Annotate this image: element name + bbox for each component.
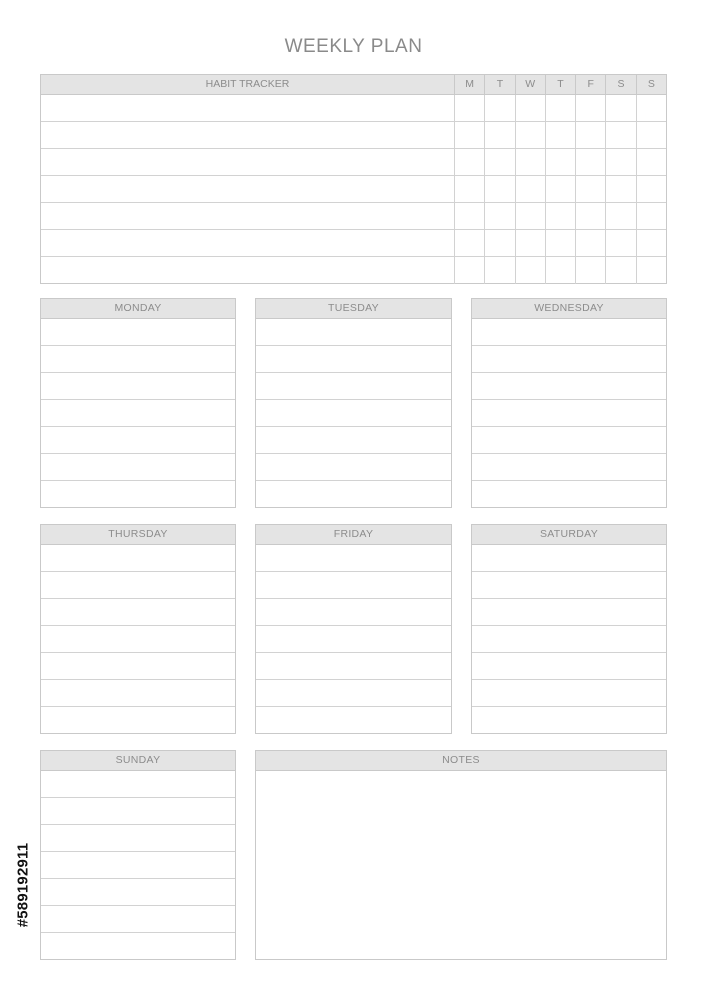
- habit-check-cell[interactable]: [546, 176, 576, 202]
- day-column-header: S: [606, 75, 636, 94]
- habit-check-cell[interactable]: [576, 176, 606, 202]
- writing-line[interactable]: [41, 825, 235, 852]
- writing-line[interactable]: [256, 680, 451, 707]
- writing-line[interactable]: [256, 481, 451, 508]
- day-header: WEDNESDAY: [472, 299, 666, 319]
- writing-line[interactable]: [256, 707, 451, 734]
- habit-row: [41, 230, 666, 257]
- writing-line[interactable]: [41, 400, 235, 427]
- day-column-header: F: [576, 75, 606, 94]
- saturday-box: [471, 524, 667, 734]
- notes-box: [255, 750, 667, 960]
- habit-check-cell[interactable]: [516, 230, 546, 256]
- habit-check-cell[interactable]: [637, 122, 666, 148]
- writing-line[interactable]: [41, 852, 235, 879]
- day-header: THURSDAY: [41, 525, 235, 545]
- habit-check-cell[interactable]: [455, 122, 485, 148]
- monday-box: [40, 298, 236, 508]
- habit-row: [41, 257, 666, 284]
- writing-line[interactable]: [472, 545, 666, 572]
- day-column-header: T: [485, 75, 515, 94]
- writing-line[interactable]: [472, 427, 666, 454]
- habit-row: [41, 149, 666, 176]
- habit-name-cell[interactable]: [41, 176, 455, 202]
- writing-line[interactable]: [41, 906, 235, 933]
- writing-line[interactable]: [41, 771, 235, 798]
- writing-line[interactable]: [41, 481, 235, 508]
- habit-name-cell[interactable]: [41, 149, 455, 175]
- habit-check-cell[interactable]: [485, 257, 515, 284]
- habit-check-cell[interactable]: [576, 203, 606, 229]
- day-header: MONDAY: [41, 299, 235, 319]
- habit-check-cell[interactable]: [576, 230, 606, 256]
- writing-line[interactable]: [256, 319, 451, 346]
- habit-check-cell[interactable]: [516, 122, 546, 148]
- page-title: WEEKLY PLAN: [284, 36, 423, 57]
- habit-name-cell[interactable]: [41, 203, 455, 229]
- habit-tracker-header: [41, 75, 666, 95]
- habit-check-cell[interactable]: [455, 203, 485, 229]
- habit-check-cell[interactable]: [455, 176, 485, 202]
- notes-header: NOTES: [256, 751, 666, 771]
- habit-check-cell[interactable]: [576, 122, 606, 148]
- habit-check-cell[interactable]: [576, 257, 606, 284]
- writing-line[interactable]: [256, 400, 451, 427]
- writing-line[interactable]: [41, 545, 235, 572]
- habit-check-cell[interactable]: [637, 95, 666, 121]
- thursday-box: [40, 524, 236, 734]
- writing-line[interactable]: [472, 572, 666, 599]
- friday-box: [255, 524, 452, 734]
- day-header: FRIDAY: [256, 525, 451, 545]
- habit-check-cell[interactable]: [637, 257, 666, 284]
- stock-id-text: #589192911: [14, 842, 32, 928]
- writing-line[interactable]: [472, 373, 666, 400]
- wednesday-box: [471, 298, 667, 508]
- day-column-header: M: [455, 75, 485, 94]
- day-column-header: T: [546, 75, 576, 94]
- day-header: SUNDAY: [41, 751, 235, 771]
- habit-check-cell[interactable]: [637, 149, 666, 175]
- habit-check-cell[interactable]: [546, 149, 576, 175]
- habit-check-cell[interactable]: [485, 149, 515, 175]
- habit-check-cell[interactable]: [516, 149, 546, 175]
- writing-line[interactable]: [41, 454, 235, 481]
- habit-check-cell[interactable]: [546, 122, 576, 148]
- habit-check-cell[interactable]: [606, 257, 636, 284]
- habit-check-cell[interactable]: [516, 203, 546, 229]
- habit-name-cell[interactable]: [41, 122, 455, 148]
- habit-name-cell[interactable]: [41, 95, 455, 121]
- habit-name-cell[interactable]: [41, 257, 455, 284]
- habit-check-cell[interactable]: [455, 149, 485, 175]
- habit-check-cell[interactable]: [485, 203, 515, 229]
- habit-check-cell[interactable]: [516, 176, 546, 202]
- day-header: TUESDAY: [256, 299, 451, 319]
- habit-check-cell[interactable]: [546, 230, 576, 256]
- writing-line[interactable]: [41, 319, 235, 346]
- habit-check-cell[interactable]: [637, 203, 666, 229]
- writing-line[interactable]: [41, 427, 235, 454]
- habit-check-cell[interactable]: [606, 122, 636, 148]
- writing-line[interactable]: [256, 427, 451, 454]
- habit-check-cell[interactable]: [455, 230, 485, 256]
- habit-check-cell[interactable]: [516, 95, 546, 121]
- day-header: SATURDAY: [472, 525, 666, 545]
- habit-check-cell[interactable]: [455, 95, 485, 121]
- habit-row: [41, 95, 666, 122]
- writing-line[interactable]: [41, 879, 235, 906]
- habit-check-cell[interactable]: [576, 149, 606, 175]
- writing-line[interactable]: [256, 653, 451, 680]
- writing-line[interactable]: [472, 707, 666, 734]
- writing-line[interactable]: [41, 707, 235, 734]
- habit-check-cell[interactable]: [606, 95, 636, 121]
- writing-line[interactable]: [472, 653, 666, 680]
- writing-line[interactable]: [472, 599, 666, 626]
- writing-line[interactable]: [472, 346, 666, 373]
- habit-check-cell[interactable]: [546, 203, 576, 229]
- habit-check-cell[interactable]: [606, 149, 636, 175]
- habit-row: [41, 203, 666, 230]
- habit-check-cell[interactable]: [606, 176, 636, 202]
- habit-check-cell[interactable]: [637, 176, 666, 202]
- stock-id-label: [12, 770, 34, 1000]
- habit-row: [41, 176, 666, 203]
- writing-line[interactable]: [256, 626, 451, 653]
- day-column-header: S: [647, 78, 655, 90]
- writing-line[interactable]: [41, 373, 235, 400]
- habit-check-cell[interactable]: [606, 203, 636, 229]
- habit-check-cell[interactable]: [455, 257, 485, 284]
- habit-check-cell[interactable]: [637, 230, 666, 256]
- tuesday-box: [255, 298, 452, 508]
- habit-tracker-table: [40, 74, 667, 284]
- habit-tracker-title: HABIT TRACKER: [41, 75, 455, 94]
- writing-line[interactable]: [41, 346, 235, 373]
- writing-line[interactable]: [256, 454, 451, 481]
- writing-line[interactable]: [256, 346, 451, 373]
- habit-check-cell[interactable]: [485, 95, 515, 121]
- habit-check-cell[interactable]: [516, 257, 546, 284]
- habit-check-cell[interactable]: [485, 122, 515, 148]
- writing-line[interactable]: [472, 626, 666, 653]
- habit-name-cell[interactable]: [41, 230, 455, 256]
- writing-line[interactable]: [41, 680, 235, 707]
- habit-check-cell[interactable]: [576, 95, 606, 121]
- writing-line[interactable]: [41, 572, 235, 599]
- writing-line[interactable]: [41, 798, 235, 825]
- day-column-header: W: [516, 75, 546, 94]
- habit-check-cell[interactable]: [546, 95, 576, 121]
- writing-line[interactable]: [256, 373, 451, 400]
- habit-check-cell[interactable]: [606, 230, 636, 256]
- writing-line[interactable]: [472, 400, 666, 427]
- sunday-box: [40, 750, 236, 960]
- writing-line[interactable]: [256, 545, 451, 572]
- habit-row: [41, 122, 666, 149]
- writing-line[interactable]: [41, 653, 235, 680]
- writing-line[interactable]: [472, 680, 666, 707]
- habit-check-cell[interactable]: [546, 257, 576, 284]
- writing-line[interactable]: [472, 481, 666, 508]
- writing-line[interactable]: [472, 454, 666, 481]
- writing-line[interactable]: [256, 599, 451, 626]
- writing-line[interactable]: [472, 319, 666, 346]
- habit-check-cell[interactable]: [485, 176, 515, 202]
- writing-line[interactable]: [41, 933, 235, 960]
- writing-line[interactable]: [41, 626, 235, 653]
- habit-check-cell[interactable]: [485, 230, 515, 256]
- writing-line[interactable]: [41, 599, 235, 626]
- writing-line[interactable]: [256, 572, 451, 599]
